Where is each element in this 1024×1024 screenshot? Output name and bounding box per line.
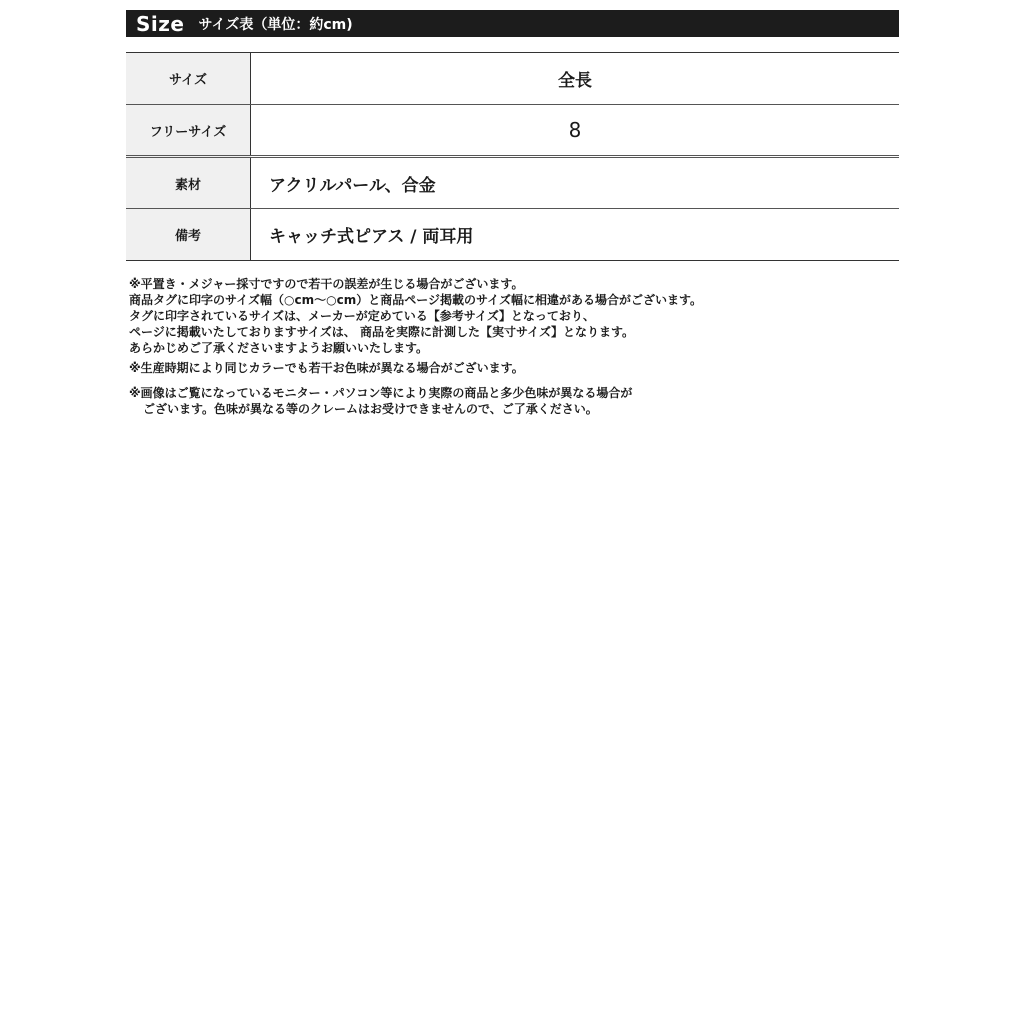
row-label-size: サイズ — [126, 53, 251, 105]
row-label-remarks: 備考 — [126, 209, 251, 261]
header-title: Size — [136, 11, 185, 36]
note-line: ※平置き・メジャー採寸ですので若干の誤差が生じる場合がございます。 — [129, 277, 524, 291]
header-subtitle: サイズ表（単位：約cm) — [198, 16, 353, 33]
size-header-bar — [126, 10, 899, 37]
row-label-free-size: フリーサイズ — [126, 105, 251, 157]
note-line: あらかじめご了承くださいますようお願いいたします。 — [129, 341, 429, 355]
note-line: 商品タグに印字のサイズ幅（○cm～○cm）と商品ページ掲載のサイズ幅に相違がある場合がございます。 — [129, 293, 703, 307]
table-row — [126, 157, 899, 209]
row-value-remarks: キャッチ式ピアス / 両耳用 — [269, 227, 474, 247]
row-label-material: 素材 — [126, 157, 251, 209]
row-value-material: アクリルパール、合金 — [251, 157, 900, 209]
note-line: ※画像はご覧になっているモニター・パソコン等により実際の商品と多少色味が異なる場合が — [129, 386, 633, 400]
row-value-length-header: 全長 — [251, 53, 900, 105]
note-line: ございます。色味が異なる等のクレームはお受けできませんので、ご了承ください。 — [143, 402, 598, 416]
table-row — [126, 53, 899, 105]
note-line: タグに印字されているサイズは、メーカーが定めている【参考サイズ】となっており、 — [129, 309, 595, 323]
table-row — [126, 209, 899, 261]
note-line: ページに掲載いたしておりますサイズは、 商品を実際に計測した【実寸サイズ】となります。 — [129, 325, 635, 339]
notes — [129, 276, 909, 417]
note-line: ※生産時期により同じカラーでも若干お色味が異なる場合がございます。 — [129, 361, 524, 375]
table-row — [126, 105, 899, 157]
row-value-length: 8 — [251, 105, 900, 157]
size-table — [126, 52, 899, 261]
